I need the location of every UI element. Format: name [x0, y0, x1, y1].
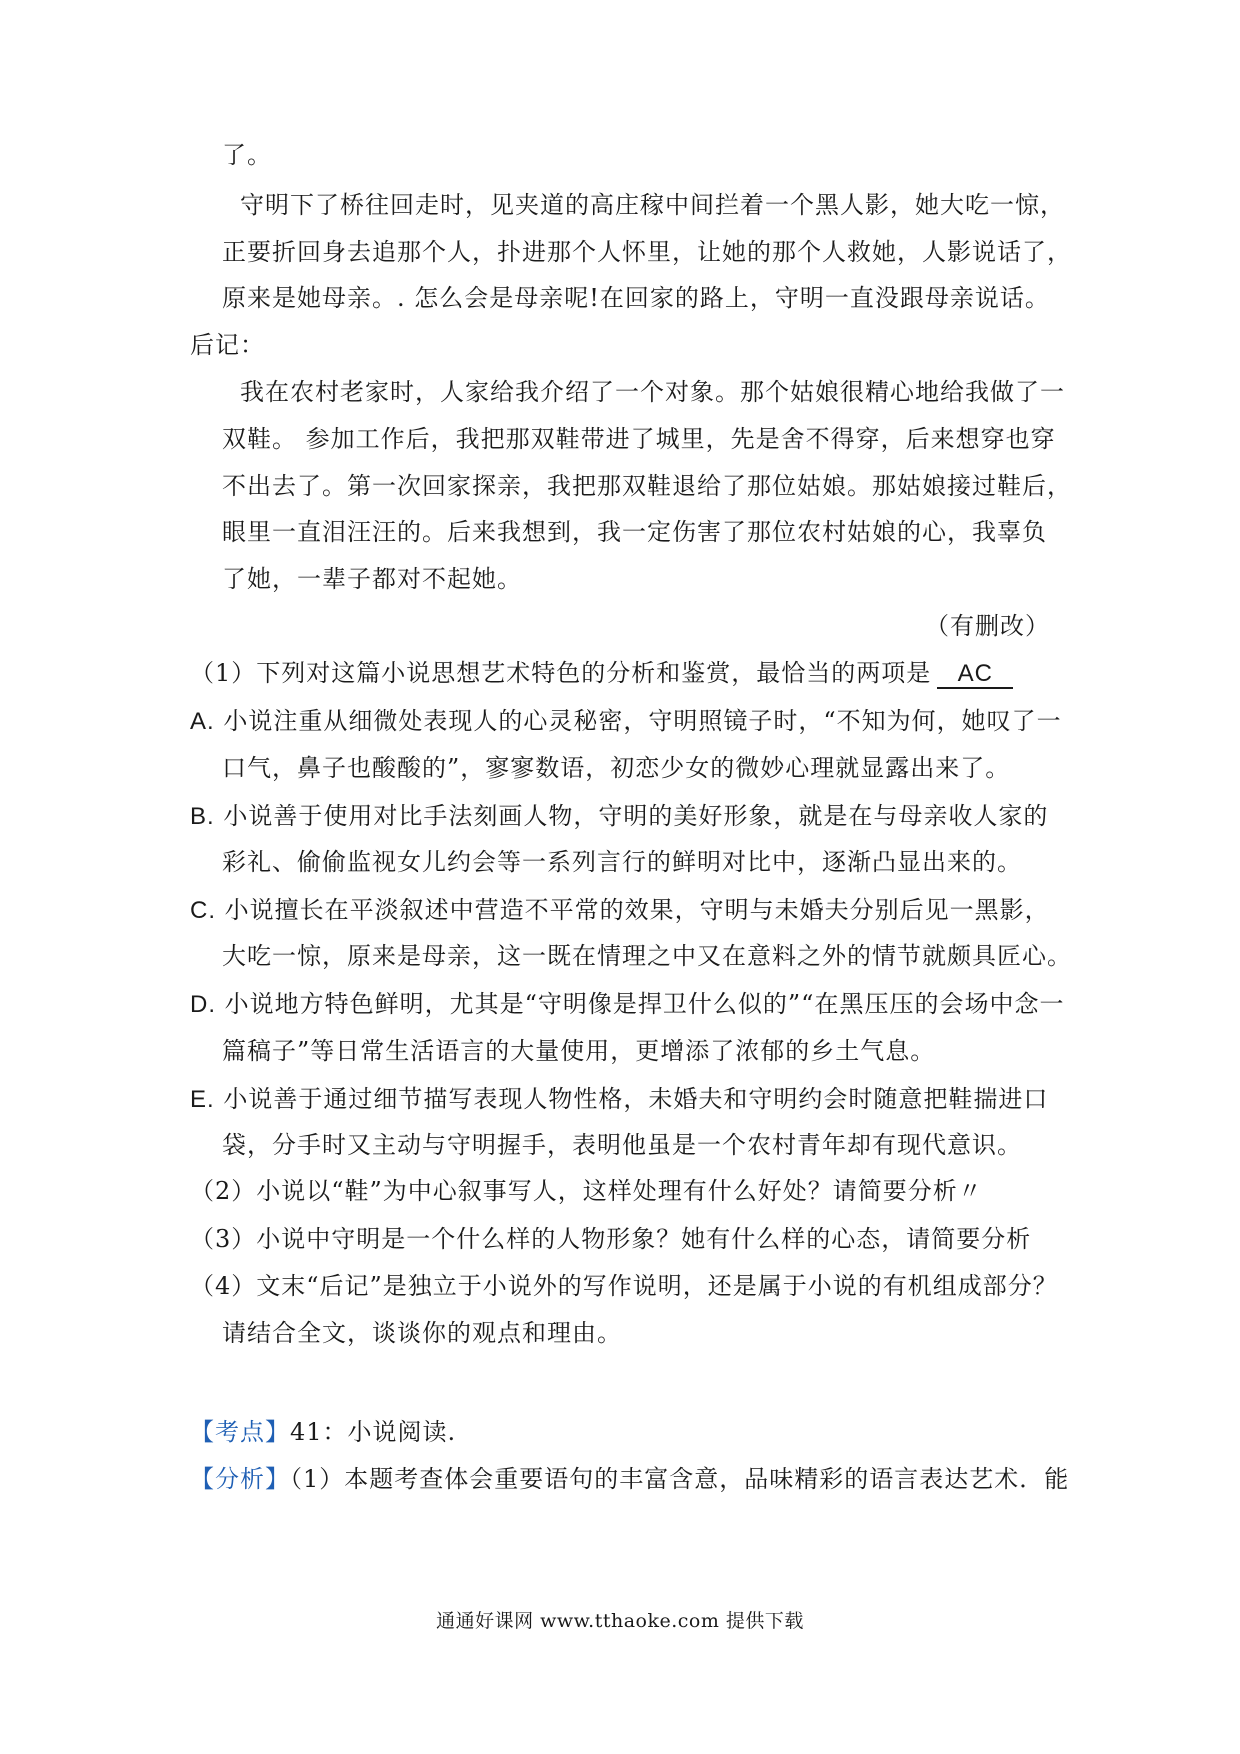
option-c-line-1: 小说擅长在平淡叙述中营造不平常的效果，守明与未婚夫分别后见一黑影， — [224, 896, 1050, 924]
question-4-line-1: （4）文末“后记”是独立于小说外的写作说明，还是属于小说的有机组成部分？ — [190, 1272, 1058, 1300]
question-1-answer: AC — [937, 661, 1013, 689]
option-d-label: D. — [190, 991, 216, 1018]
option-c-label: C. — [190, 897, 216, 924]
question-2: （2）小说以“鞋”为中心叙事写人，这样处理有什么好处？请简要分析〃 — [190, 1177, 983, 1205]
option-e — [190, 1083, 1048, 1116]
option-e-line-2: 袋，分手时又主动与守明握手，表明他虽是一个农村青年却有现代意识。 — [222, 1131, 1022, 1159]
option-b-label: B. — [190, 803, 215, 830]
kaodian-line — [190, 1416, 456, 1448]
fenxi-line — [190, 1463, 1069, 1495]
page-footer: 通通好课网 www.tthaoke.com 提供下载 — [436, 1610, 804, 1632]
question-1-text: （1）下列对这篇小说思想艺术特色的分析和鉴赏，最恰当的两项是 — [190, 659, 932, 687]
option-c — [190, 894, 1050, 927]
option-b — [190, 800, 1048, 833]
option-d-line-2: 篇稿子”等日常生活语言的大量使用，更增添了浓郁的乡土气息。 — [222, 1037, 936, 1065]
kaodian-text: 41：小说阅读. — [290, 1418, 457, 1446]
option-c-line-2: 大吃一惊，原来是母亲，这一既在情理之中又在意料之外的情节就颇具匠心。 — [222, 942, 1072, 970]
option-a-line-2: 口气，鼻子也酸酸的”，寥寥数语，初恋少女的微妙心理就显露出来了。 — [222, 754, 1011, 782]
postscript-line-4: 眼里一直泪汪汪的。后来我想到，我一定伤害了那位农村姑娘的心，我辜负 — [222, 518, 1047, 546]
postscript-line-1: 我在农村老家时，人家给我介绍了一个对象。那个姑娘很精心地给我做了一 — [240, 378, 1065, 406]
story-line-3: 正要折回身去追那个人，扑进那个人怀里，让她的那个人救她，人影说话了， — [222, 238, 1072, 266]
option-e-label: E. — [190, 1086, 215, 1113]
story-line-2: 守明下了桥往回走时，见夹道的高庄稼中间拦着一个黑人影，她大吃一惊， — [240, 191, 1065, 219]
source-note: （有删改） — [925, 612, 1050, 640]
option-a-label: A. — [190, 708, 215, 735]
kaodian-tag: 【考点】 — [190, 1418, 290, 1446]
postscript-heading: 后记： — [190, 331, 265, 359]
option-b-line-1: 小说善于使用对比手法刻画人物，守明的美好形象，就是在与母亲收人家的 — [223, 802, 1049, 830]
question-1 — [190, 657, 1013, 689]
option-d — [190, 988, 1064, 1021]
story-line-4: 原来是她母亲。. 怎么会是母亲呢!在回家的路上，守明一直没跟母亲说话。 — [222, 284, 1050, 312]
option-e-line-1: 小说善于通过细节描写表现人物性格，未婚夫和守明约会时随意把鞋揣进口 — [223, 1085, 1049, 1113]
fenxi-tag: 【分析】 — [190, 1465, 290, 1493]
question-4-line-2: 请结合全文，谈谈你的观点和理由。 — [222, 1319, 622, 1347]
option-a-line-1: 小说注重从细微处表现人的心灵秘密，守明照镜子时，“不知为何，她叹了一 — [223, 707, 1062, 735]
option-d-line-1: 小说地方特色鲜明，尤其是“守明像是捍卫什么似的”“在黑压压的会场中念一 — [224, 990, 1065, 1018]
story-line-1: 了。 — [222, 141, 272, 169]
question-3: （3）小说中守明是一个什么样的人物形象？她有什么样的心态，请简要分析 — [190, 1225, 1032, 1253]
option-b-line-2: 彩礼、偷偷监视女儿约会等一系列言行的鲜明对比中，逐渐凸显出来的。 — [222, 848, 1022, 876]
postscript-line-3: 不出去了。第一次回家探亲，我把那双鞋退给了那位姑娘。那姑娘接过鞋后， — [222, 472, 1072, 500]
postscript-line-2: 双鞋。 参加工作后，我把那双鞋带进了城里，先是舍不得穿，后来想穿也穿 — [222, 425, 1056, 453]
postscript-line-5: 了她，一辈子都对不起她。 — [222, 565, 522, 593]
fenxi-text: （1）本题考查体会重要语句的丰富含意，品味精彩的语言表达艺术．能 — [290, 1465, 1070, 1493]
option-a — [190, 705, 1062, 738]
